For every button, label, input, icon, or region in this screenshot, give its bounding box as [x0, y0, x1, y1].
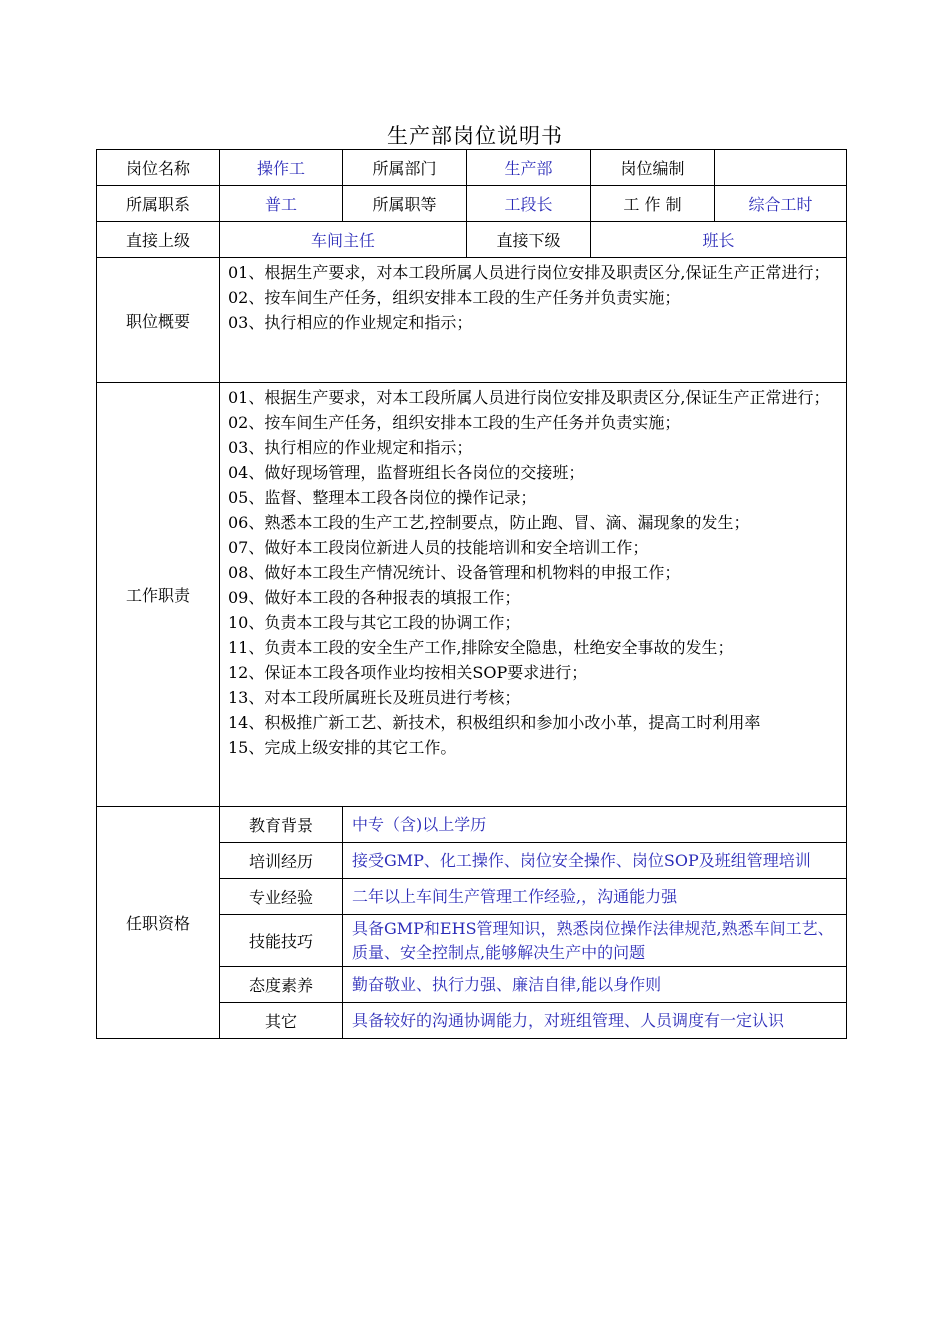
qualification-item-value: 中专（含)以上学历 [343, 807, 847, 843]
duty-item: 03、执行相应的作业规定和指示； [228, 438, 473, 457]
position-name-label: 岗位名称 [97, 150, 220, 186]
job-series-label: 所属职系 [97, 186, 220, 222]
duty-item: 07、做好本工段岗位新进人员的技能培训和安全培训工作； [228, 538, 649, 557]
duty-item: 11、负责本工段的安全生产工作,排除安全隐患，杜绝安全事故的发生； [228, 638, 734, 657]
duty-item: 06、熟悉本工段的生产工艺,控制要点，防止跑、冒、滴、漏现象的发生； [228, 513, 750, 532]
duty-item: 14、积极推广新工艺、新技术，积极组织和参加小改小革，提高工时利用率 [228, 713, 761, 732]
qualification-item-value: 具备较好的沟通协调能力，对班组管理、人员调度有一定认识 [343, 1003, 847, 1039]
job-grade-label: 所属职等 [343, 186, 467, 222]
duty-item: 10、负责本工段与其它工段的协调工作； [228, 613, 521, 632]
duty-item: 13、对本工段所属班长及班员进行考核； [228, 688, 521, 707]
overview-row [97, 258, 847, 383]
position-name-value: 操作工 [220, 150, 343, 186]
overview-content [220, 258, 847, 383]
basic-info-row-2 [97, 186, 847, 222]
duties-content [220, 383, 847, 807]
overview-label: 职位概要 [97, 258, 220, 383]
direct-subordinate-label: 直接下级 [467, 222, 591, 258]
qualification-item-label: 其它 [220, 1003, 343, 1039]
headcount-value [715, 150, 847, 186]
duty-item: 09、做好本工段的各种报表的填报工作； [228, 588, 521, 607]
job-description-table [96, 149, 847, 1039]
qualification-item-value: 勤奋敬业、执行力强、廉洁自律,能以身作则 [343, 967, 847, 1003]
duty-item: 15、完成上级安排的其它工作。 [228, 738, 457, 757]
basic-info-row-1 [97, 150, 847, 186]
duty-item: 02、按车间生产任务，组织安排本工段的生产任务并负责实施； [228, 413, 681, 432]
qualification-item-label: 教育背景 [220, 807, 343, 843]
overview-item: 03、执行相应的作业规定和指示； [228, 313, 473, 332]
department-value: 生产部 [467, 150, 591, 186]
overview-item: 02、按车间生产任务，组织安排本工段的生产任务并负责实施； [228, 288, 681, 307]
qualification-item-value: 具备GMP和EHS管理知识，熟悉岗位操作法律规范,熟悉车间工艺、质量、安全控制点,能够解决生产中的问题 [343, 915, 847, 967]
qualification-item-value: 二年以上车间生产管理工作经验,，沟通能力强 [343, 879, 847, 915]
direct-superior-label: 直接上级 [97, 222, 220, 258]
document-title: 生产部岗位说明书 [387, 124, 563, 148]
duty-item: 08、做好本工段生产情况统计、设备管理和机物料的申报工作； [228, 563, 681, 582]
duty-item: 05、监督、整理本工段各岗位的操作记录； [228, 488, 537, 507]
job-series-value: 普工 [220, 186, 343, 222]
reporting-row [97, 222, 847, 258]
qualification-item-label: 培训经历 [220, 843, 343, 879]
work-system-value: 综合工时 [715, 186, 847, 222]
duty-item: 12、保证本工段各项作业均按相关SOP要求进行； [228, 663, 588, 682]
duty-item: 04、做好现场管理，监督班组长各岗位的交接班； [228, 463, 585, 482]
qualification-item-label: 技能技巧 [220, 915, 343, 967]
duty-item: 01、根据生产要求，对本工段所属人员进行岗位安排及职责区分,保证生产正常进行； [228, 388, 830, 407]
qualification-item-label: 态度素养 [220, 967, 343, 1003]
department-label: 所属部门 [343, 150, 467, 186]
qualification-item-value: 接受GMP、化工操作、岗位安全操作、岗位SOP及班组管理培训 [343, 843, 847, 879]
headcount-label: 岗位编制 [591, 150, 715, 186]
overview-item: 01、根据生产要求，对本工段所属人员进行岗位安排及职责区分,保证生产正常进行； [228, 263, 830, 282]
duties-label: 工作职责 [97, 383, 220, 807]
job-grade-value: 工段长 [467, 186, 591, 222]
direct-subordinate-value: 班长 [591, 222, 847, 258]
work-system-label: 工 作 制 [591, 186, 715, 222]
qualification-item-label: 专业经验 [220, 879, 343, 915]
qualification-row [97, 807, 847, 843]
direct-superior-value: 车间主任 [220, 222, 467, 258]
qualifications-label: 任职资格 [97, 807, 220, 1039]
duties-row [97, 383, 847, 807]
